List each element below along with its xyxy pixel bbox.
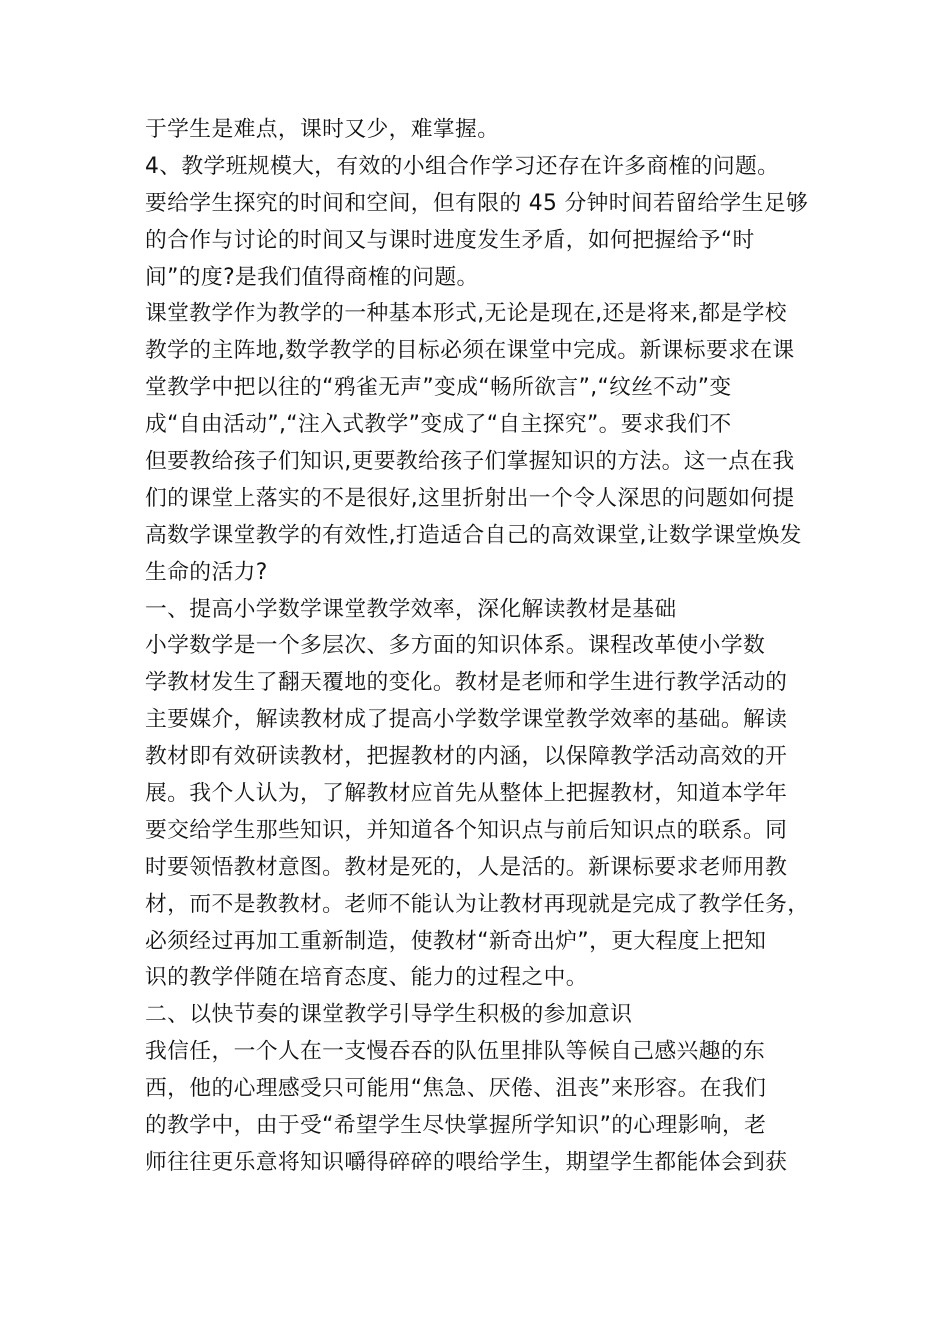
text-line: 的合作与讨论的时间又与课时进度发生矛盾，如何把握给予“时 bbox=[145, 227, 755, 253]
text-line: 主要媒介，解读教材成了提高小学数学课堂教学效率的基础。解读 bbox=[145, 707, 788, 733]
text-line: 课堂教学作为教学的一种基本形式,无论是现在,还是将来,都是学校 bbox=[145, 301, 787, 327]
text-line: 教学的主阵地,数学教学的目标必须在课堂中完成。新课标要求在课 bbox=[145, 338, 795, 364]
text-line: 4、教学班规模大，有效的小组合作学习还存在许多商榷的问题。 bbox=[145, 153, 780, 179]
text-line: 堂教学中把以往的“鸦雀无声”变成“畅所欲言”,“纹丝不动”变 bbox=[145, 375, 732, 401]
text-line: 展。我个人认为，了解教材应首先从整体上把握教材，知道本学年 bbox=[145, 781, 788, 807]
text-line: 我信任，一个人在一支慢吞吞的队伍里排队等候自己感兴趣的东 bbox=[145, 1039, 766, 1065]
text-line: 高数学课堂教学的有效性,打造适合自己的高效课堂,让数学课堂焕发 bbox=[145, 522, 802, 548]
text-line: 成“自由活动”,“注入式教学”变成了“自主探究”。要求我们不 bbox=[145, 412, 732, 438]
text-line: 于学生是难点，课时又少，难掌握。 bbox=[145, 117, 500, 142]
text-line: 时要领悟教材意图。教材是死的，人是活的。新课标要求老师用教 bbox=[145, 854, 788, 880]
text-line: 西，他的心理感受只可能用“焦急、厌倦、沮丧”来形容。在我们 bbox=[145, 1076, 767, 1102]
text-line: 的教学中，由于受“希望学生尽快掌握所学知识”的心理影响，老 bbox=[145, 1113, 767, 1139]
section-heading-1: 一、提高小学数学课堂教学效率，深化解读教材是基础 bbox=[145, 596, 677, 622]
text-line: 生命的活力? bbox=[145, 559, 268, 585]
text-line: 但要教给孩子们知识,更要教给孩子们掌握知识的方法。这一点在我 bbox=[145, 449, 795, 475]
text-line: 要交给学生那些知识，并知道各个知识点与前后知识点的联系。同 bbox=[145, 817, 788, 843]
text-line: 必须经过再加工重新制造，使教材“新奇出炉”，更大程度上把知 bbox=[145, 928, 767, 954]
text-line: 教材即有效研读教材，把握教材的内涵，以保障教学活动高效的开 bbox=[145, 744, 788, 770]
text-line: 小学数学是一个多层次、多方面的知识体系。课程改革使小学数 bbox=[145, 633, 766, 659]
text-line: 师往往更乐意将知识嚼得碎碎的喂给学生，期望学生都能体会到获 bbox=[145, 1149, 788, 1175]
text-line: 材，而不是教教材。老师不能认为让教材再现就是完成了教学任务， bbox=[145, 891, 810, 917]
text-line: 要给学生探究的时间和空间，但有限的 45 分钟时间若留给学生足够 bbox=[145, 190, 809, 216]
section-heading-2: 二、以快节奏的课堂教学引导学生积极的参加意识 bbox=[145, 1002, 633, 1028]
text-line: 们的课堂上落实的不是很好,这里折射出一个令人深思的问题如何提 bbox=[145, 485, 795, 511]
text-line: 识的教学伴随在培育态度、能力的过程之中。 bbox=[145, 965, 588, 991]
document-body-text bbox=[145, 112, 810, 1182]
text-line: 间”的度?是我们值得商榷的问题。 bbox=[145, 264, 479, 290]
text-line: 学教材发生了翻天覆地的变化。教材是老师和学生进行教学活动的 bbox=[145, 670, 788, 696]
